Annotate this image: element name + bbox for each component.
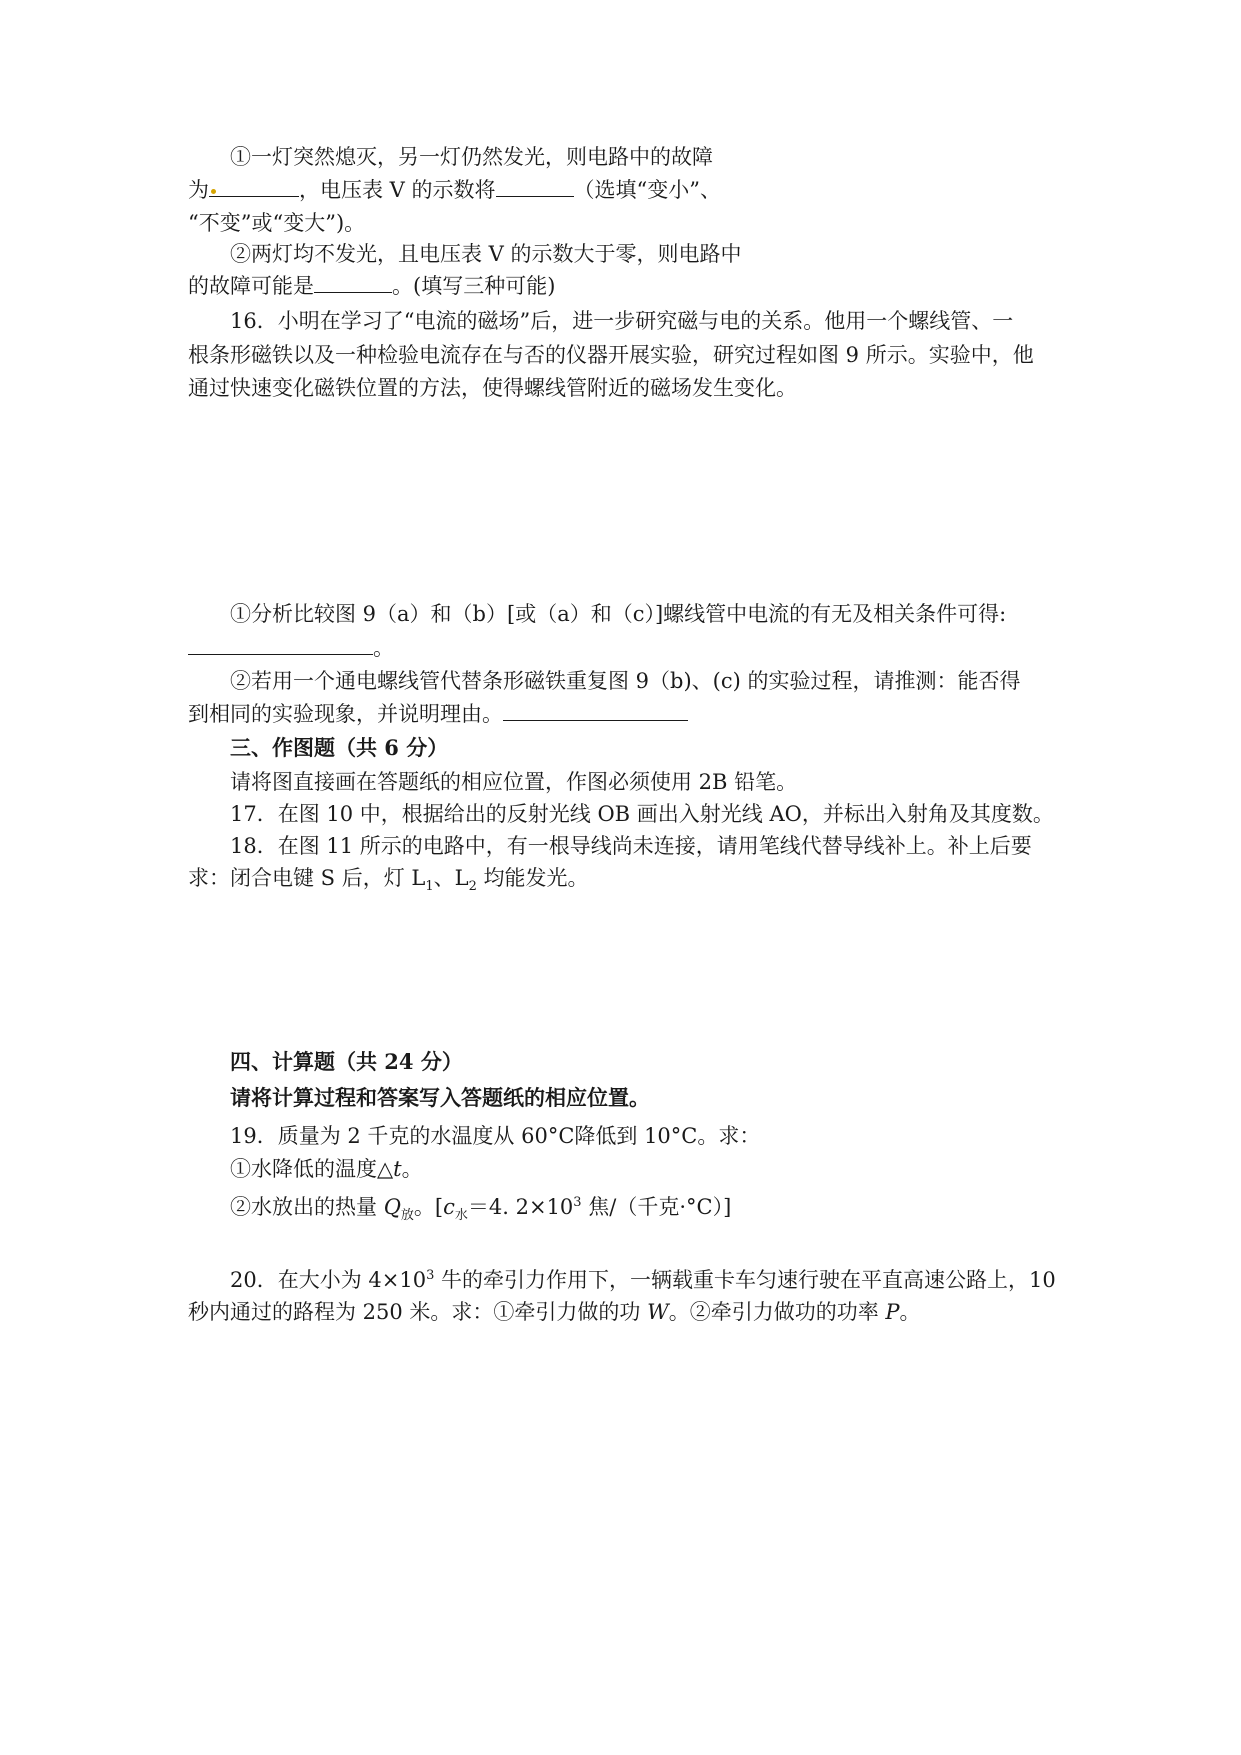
answer-blank[interactable] [496, 176, 574, 197]
q18-line2: 求：闭合电键 S 后，灯 $L_1$、$L_2$ 均能发光。 [188, 866, 589, 895]
q16-part1-line2: 。 [188, 634, 394, 662]
q18-line1: 18．在图 11 所示的电路中，有一根导线尚未连接，请用笔线代替导线补上。补上后要 [230, 834, 1032, 858]
q17-text: 17．在图 10 中，根据给出的反射光线 OB 画出入射光线 AO，并标出入射角及其度数。 [230, 802, 1054, 826]
answer-blank[interactable] [314, 272, 392, 293]
q15-part1-line3: “不变”或“变大”)。 [188, 211, 366, 235]
q15-part1-line1: ①一灯突然熄灭，另一灯仍然发光，则电路中的故障 [230, 145, 713, 169]
marker-dot [211, 189, 216, 194]
q16-line3: 通过快速变化磁铁位置的方法，使得螺线管附近的磁场发生变化。 [188, 376, 797, 400]
q15-part1-line2: 为 ，电压表 V 的示数将 （选填“变小”、 [188, 178, 721, 202]
section4-title: 四、计算题（共 24 分） [230, 1049, 463, 1074]
q16-part1-line1: ①分析比较图 9（a）和（b）[或（a）和（c）]螺线管中电流的有无及相关条件可得: [230, 602, 1007, 626]
q15-part2-line1: ②两灯均不发光，且电压表 V 的示数大于零，则电路中 [230, 242, 742, 266]
answer-blank[interactable] [188, 634, 373, 655]
answer-blank[interactable] [503, 700, 688, 721]
q19-line1: 19．质量为 2 千克的水温度从 60°C降低到 10°C。求： [230, 1124, 761, 1148]
section3-title: 三、作图题（共 6 分） [230, 735, 449, 760]
q16-part2-line1: ②若用一个通电螺线管代替条形磁铁重复图 9（b)、(c) 的实验过程，请推测：能否得 [230, 669, 1021, 693]
section3-instruction: 请将图直接画在答题纸的相应位置，作图必须使用 2B 铅笔。 [230, 770, 798, 794]
q16-line1: 16．小明在学习了“电流的磁场”后，进一步研究磁与电的关系。他用一个螺线管、一 [230, 309, 1014, 333]
answer-blank[interactable] [209, 176, 299, 197]
q15-part2-line2: 的故障可能是 。(填写三种可能) [188, 274, 556, 298]
q20-line1: 20．在大小为 $4\times 10^3$ 牛的牵引力作用下，一辆载重卡车匀速行驶在平直高速公路上，10 [230, 1268, 1056, 1292]
q16-line2: 根条形磁铁以及一种检验电流存在与否的仪器开展实验，研究过程如图 9 所示。实验中，他 [188, 343, 1034, 367]
q19-part1: ①水降低的温度△t。 [230, 1157, 423, 1181]
q16-part2-line2: 到相同的实验现象，并说明理由。 [188, 700, 688, 728]
section4-instruction: 请将计算过程和答案写入答题纸的相应位置。 [230, 1085, 650, 1110]
q19-part2: ②水放出的热量 $Q_放$。[$c_水=4$. $2\times 10^3$ 焦/（千克·°C）] [230, 1195, 732, 1224]
q20-line2: 秒内通过的路程为 250 米。求：①牵引力做的功 W。②牵引力做功的功率 P。 [188, 1300, 921, 1324]
